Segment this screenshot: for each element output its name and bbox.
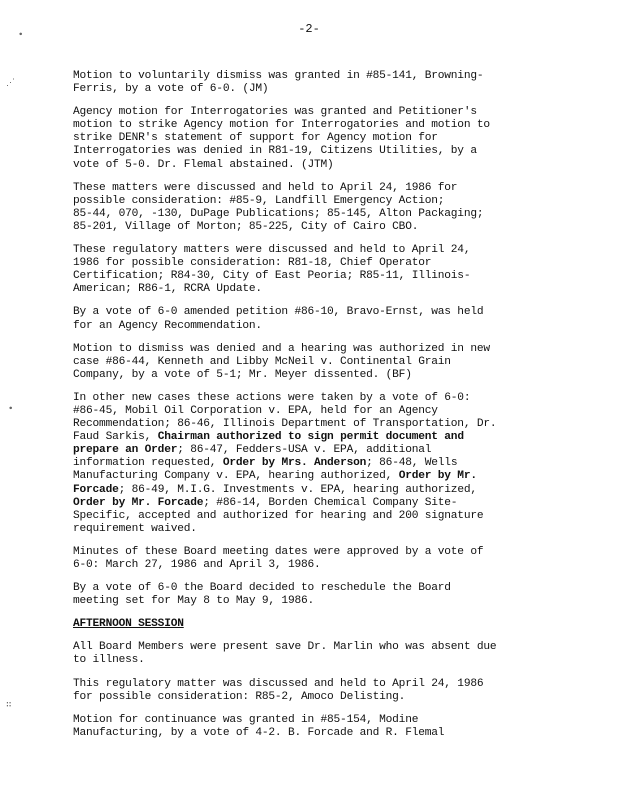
text-run: information requested, <box>73 457 223 470</box>
paragraph-amoco <box>73 678 573 704</box>
text-run: ; 86-48, Wells <box>366 457 458 470</box>
text-line: Minutes of these Board meeting dates were approved by a vote of <box>73 545 484 558</box>
text-line: to illness. <box>73 654 145 667</box>
bold-order-text: prepare an Order <box>73 444 178 457</box>
text-line <box>73 431 573 444</box>
text-line: Company, by a vote of 5-1; Mr. Meyer dissented. (BF) <box>73 368 412 381</box>
text-line: 85-44, 070, -130, DuPage Publications; 85-145, Alton Packaging; <box>73 207 484 220</box>
text-line: Manufacturing, by a vote of 4-2. B. Forcade and R. Flemal <box>73 726 445 739</box>
text-run: ; #86-14, Borden Chemical Company Site- <box>203 496 458 509</box>
text-line: These regulatory matters were discussed and held to April 24, <box>73 244 471 257</box>
text-run: Manufacturing Company v. EPA, hearing authorized, <box>73 470 399 483</box>
bold-order-text: Order by Mr. Forcade <box>73 496 204 509</box>
paragraph-modine <box>73 714 573 740</box>
text-line: strike DENR's statement of support for Agency motion for <box>73 132 438 145</box>
minutes-body <box>73 70 573 750</box>
paragraph-citizens-utilities <box>73 106 573 171</box>
text-line: All Board Members were present save Dr. Marlin who was absent due <box>73 641 497 654</box>
text-line: motion to strike Agency motion for Interrogatories and motion to <box>73 119 490 132</box>
afternoon-session-heading: AFTERNOON SESSION <box>73 618 184 631</box>
text-line <box>73 484 573 497</box>
text-line <box>73 470 573 483</box>
text-line: Interrogatories was denied in R81-19, Citizens Utilities, by a <box>73 145 477 158</box>
paragraph-reschedule <box>73 582 573 608</box>
text-line: 1986 for possible consideration: R81-18, Chief Operator <box>73 257 432 270</box>
paragraph-bravo-ernst <box>73 306 573 332</box>
text-line <box>73 457 573 470</box>
text-run: ; 86-47, Fedders-USA v. EPA, additional <box>177 444 432 457</box>
text-line: This regulatory matter was discussed and held to April 24, 1986 <box>73 677 484 690</box>
text-line: vote of 5-0. Dr. Flemal abstained. (JTM) <box>73 158 334 171</box>
text-run: Faud Sarkis, <box>73 431 158 444</box>
text-line: case #86-44, Kenneth and Libby McNeil v. Continental Grain <box>73 355 451 368</box>
text-line: By a vote of 6-0 the Board decided to reschedule the Board <box>73 582 451 595</box>
text-line: Recommendation; 86-46, Illinois Department of Transportation, Dr. <box>73 418 497 431</box>
paragraph-mcneil <box>73 343 573 382</box>
text-line <box>73 497 573 510</box>
text-line: Specific, accepted and authorized for hearing and 200 signature <box>73 509 484 522</box>
text-line: Motion to dismiss was denied and a hearing was authorized in new <box>73 342 490 355</box>
text-line <box>73 444 573 457</box>
text-line: 85-201, Village of Morton; 85-225, City of Cairo CBO. <box>73 220 419 233</box>
text-line: Motion to voluntarily dismiss was granted in #85-141, Browning- <box>73 70 484 82</box>
text-line: for an Agency Recommendation. <box>73 319 262 332</box>
text-line: Agency motion for Interrogatories was granted and Petitioner's <box>73 106 477 119</box>
paragraph-minutes-approved <box>73 546 573 572</box>
text-line: 6-0: March 27, 1986 and April 3, 1986. <box>73 559 321 571</box>
paragraph-browning-ferris <box>73 70 573 96</box>
text-line: for possible consideration: R85-2, Amoco Delisting. <box>73 690 406 703</box>
text-line: By a vote of 6-0 amended petition #86-10, Bravo-Ernst, was held <box>73 306 484 319</box>
text-line: Ferris, by a vote of 6-0. (JM) <box>73 83 269 96</box>
bold-order-text: Order by Mr. <box>398 470 477 483</box>
page-number: -2- <box>298 22 320 36</box>
scan-artifact: ∙ <box>8 404 14 414</box>
bold-order-text: Order by Mrs. Anderson <box>222 457 367 470</box>
text-line: In other new cases these actions were taken by a vote of 6-0: <box>73 391 471 404</box>
bold-order-text: Forcade <box>73 483 119 496</box>
paragraph-held-matters <box>73 182 573 234</box>
scan-artifact: ⋰ <box>6 78 15 88</box>
text-line: American; R86-1, RCRA Update. <box>73 283 262 296</box>
text-line: meeting set for May 8 to May 9, 1986. <box>73 595 315 608</box>
text-run: ; 86-49, M.I.G. Investments v. EPA, hearing authorized, <box>118 483 477 496</box>
paragraph-regulatory-matters <box>73 244 573 296</box>
scan-artifact: ∙ <box>18 30 24 40</box>
text-line: Motion for continuance was granted in #85-154, Modine <box>73 713 419 726</box>
bold-order-text: Chairman authorized to sign permit document and <box>157 431 464 444</box>
text-line: Certification; R84-30, City of East Peoria; R85-11, Illinois- <box>73 270 471 283</box>
paragraph-new-cases <box>73 392 573 536</box>
text-line: #86-45, Mobil Oil Corporation v. EPA, held for an Agency <box>73 404 438 417</box>
text-line: possible consideration: #85-9, Landfill Emergency Action; <box>73 194 445 207</box>
text-line: These matters were discussed and held to April 24, 1986 for <box>73 181 458 194</box>
paragraph-members-present <box>73 641 573 667</box>
text-line: requirement waived. <box>73 522 197 535</box>
scan-artifact: ∷ <box>6 700 12 710</box>
